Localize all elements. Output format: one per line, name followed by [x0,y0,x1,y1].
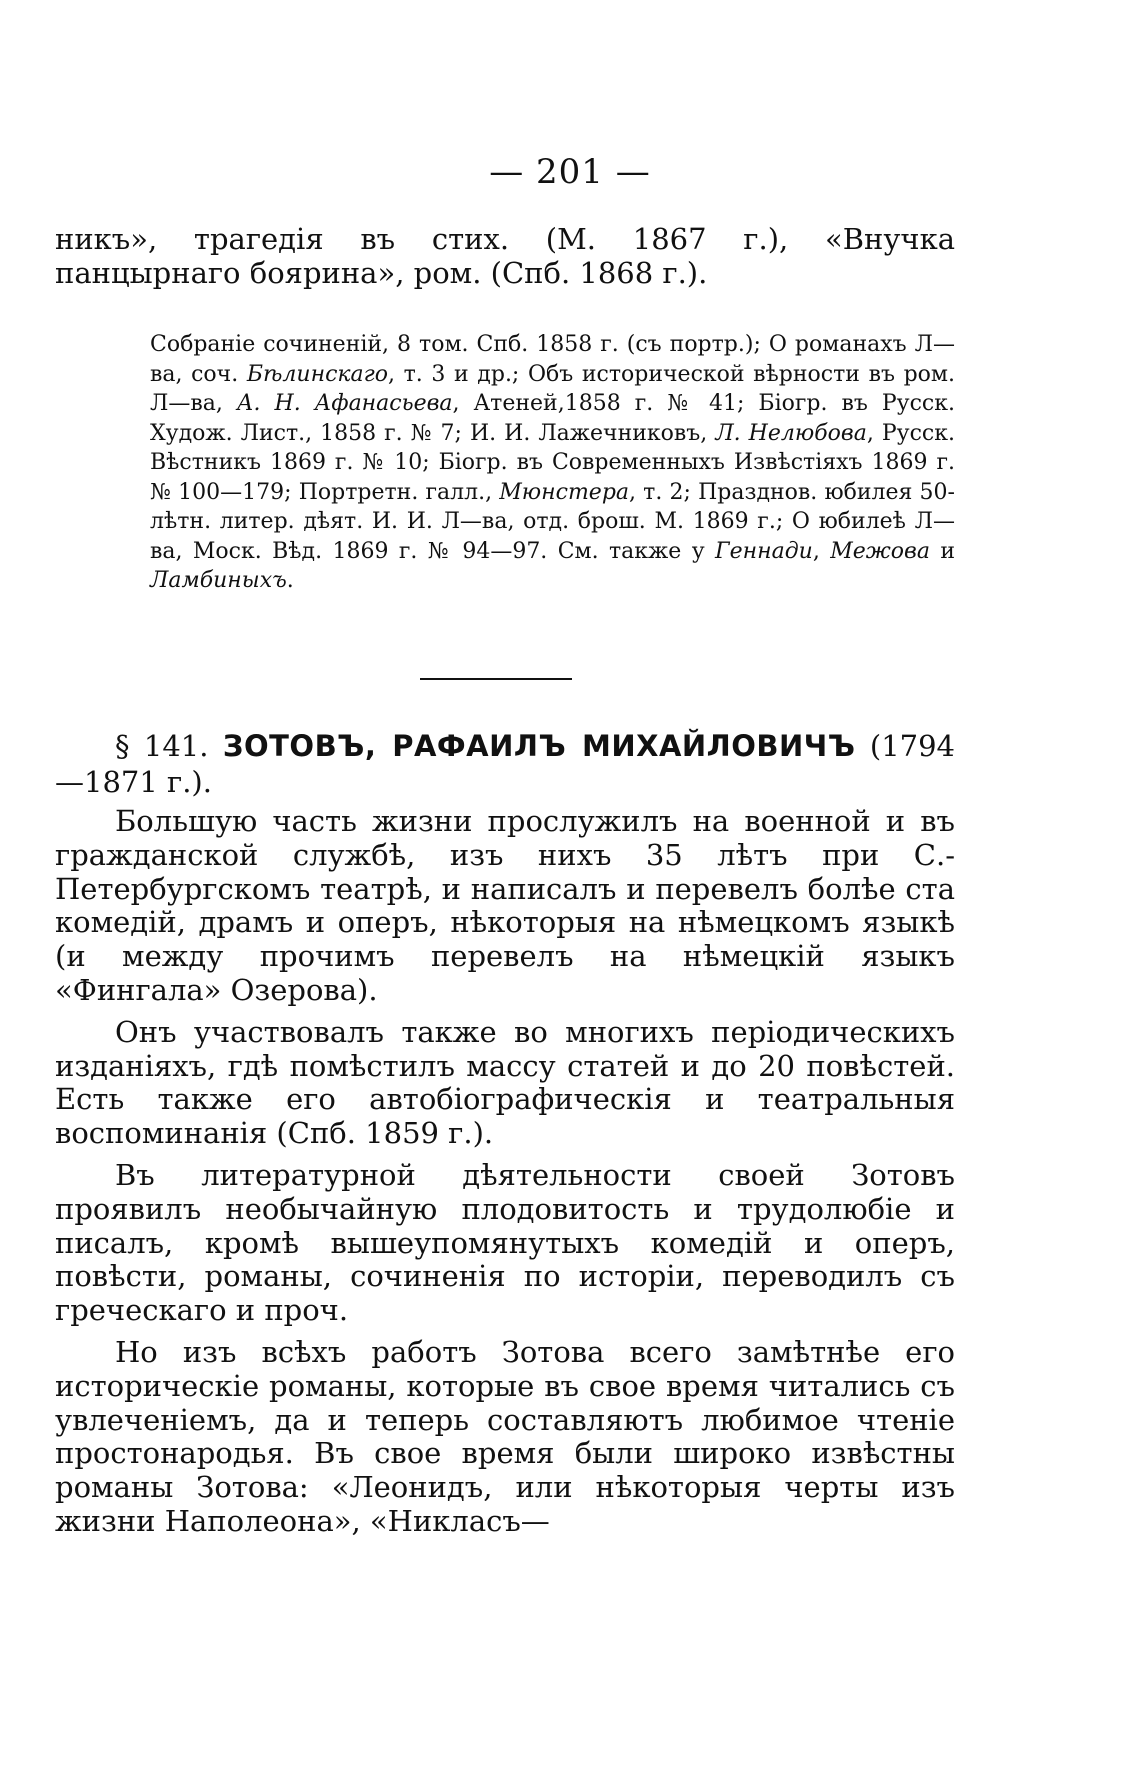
bib-author: Бѣлинскаго [246,361,389,387]
bib-author: Ламбиныхъ [150,568,287,593]
continuation-text: никъ», трагедія въ стих. (М. 1867 г.), «Внучка панцырнаго боярина», ром. (Спб. 1868 г.). [55,222,955,290]
paragraph: Онъ участвовалъ также во многихъ періодическихъ изданіяхъ, гдѣ помѣстилъ массу статей и до 20 повѣстей. Есть также его автобіографическія и театральныя воспоминанія (Спб. 1859 г.). [55,1014,955,1151]
section-divider [420,678,572,680]
bib-text: , [812,538,831,564]
section-dates: (1794—1871 г.). [55,729,956,799]
paragraph: Но изъ всѣхъ работъ Зотова всего замѣтнѣе его историческіе романы, которые въ свое время читались съ увлеченіемъ, да и теперь составляютъ любимое чтеніе простонародья. Въ свое время были широко извѣстны романы Зотова: «Леонидъ, или нѣкоторыя черты изъ жизни Наполеона», «Никласъ— [55,1334,955,1538]
bib-author: Л. Нелюбова [715,420,867,446]
bib-author: Мюнстера [499,479,630,505]
paragraph: Въ литературной дѣятельности своей Зотовъ проявилъ необычайную плодовитость и трудолюбіе и писалъ, кромѣ вышеупомянутыхъ комедій и оперъ, повѣсти, романы, сочиненія по исторіи, переводилъ съ греческаго и проч. [55,1157,955,1328]
paragraph: Большую часть жизни прослужилъ на военной и въ гражданской службѣ, изъ нихъ 35 лѣтъ при С.-Петербургскомъ театрѣ, и написалъ и перевелъ болѣе ста комедій, драмъ и оперъ, нѣкоторыя на нѣмецкомъ языкѣ (и между прочимъ перевелъ на нѣмецкій языкъ «Фингала» Озерова). [55,804,955,1007]
bib-author: Геннади [715,538,813,564]
bib-text: , т. 3 и др.; Объ исторической вѣрности въ ром. Л—ва, [150,361,956,416]
bib-text: и [929,538,955,564]
bib-text: , Атеней,1858 г. № 41; Біогр. въ Русск. Худож. Лист., 1858 г. № 7; И. И. Лажечниковъ, [150,391,955,446]
bib-author: Межова [830,538,930,564]
body-text [55,805,955,1547]
page-number: — 201 — [489,152,651,192]
bib-text: Собраніе сочиненій, 8 том. Спб. 1858 г. (съ портр.); О романахъ Л—ва, соч. [150,332,955,387]
bib-text: , т. 2; Празднов. юбилея 50-лѣтн. литер. дѣят. И. И. Л—ва, отд. брош. М. 1869 г.; О юбилеѣ Л—ва, Моск. Вѣд. 1869 г. № 94—97. См. также у [150,479,955,564]
section-number: § 141. [115,729,209,763]
bib-text: . [286,568,294,593]
bib-author: А. Н. Афанасьева [236,391,453,416]
bib-text: , Русск. Вѣстникъ 1869 г. № 10; Біогр. въ Современныхъ Извѣстіяхъ 1869 г. № 100—179; Портретн. галл., [150,420,955,505]
section-heading [55,728,955,800]
section-name: ЗОТОВЪ, РАФАИЛЪ МИХАЙЛОВИЧЪ [222,729,856,763]
bibliography-note [150,330,955,596]
